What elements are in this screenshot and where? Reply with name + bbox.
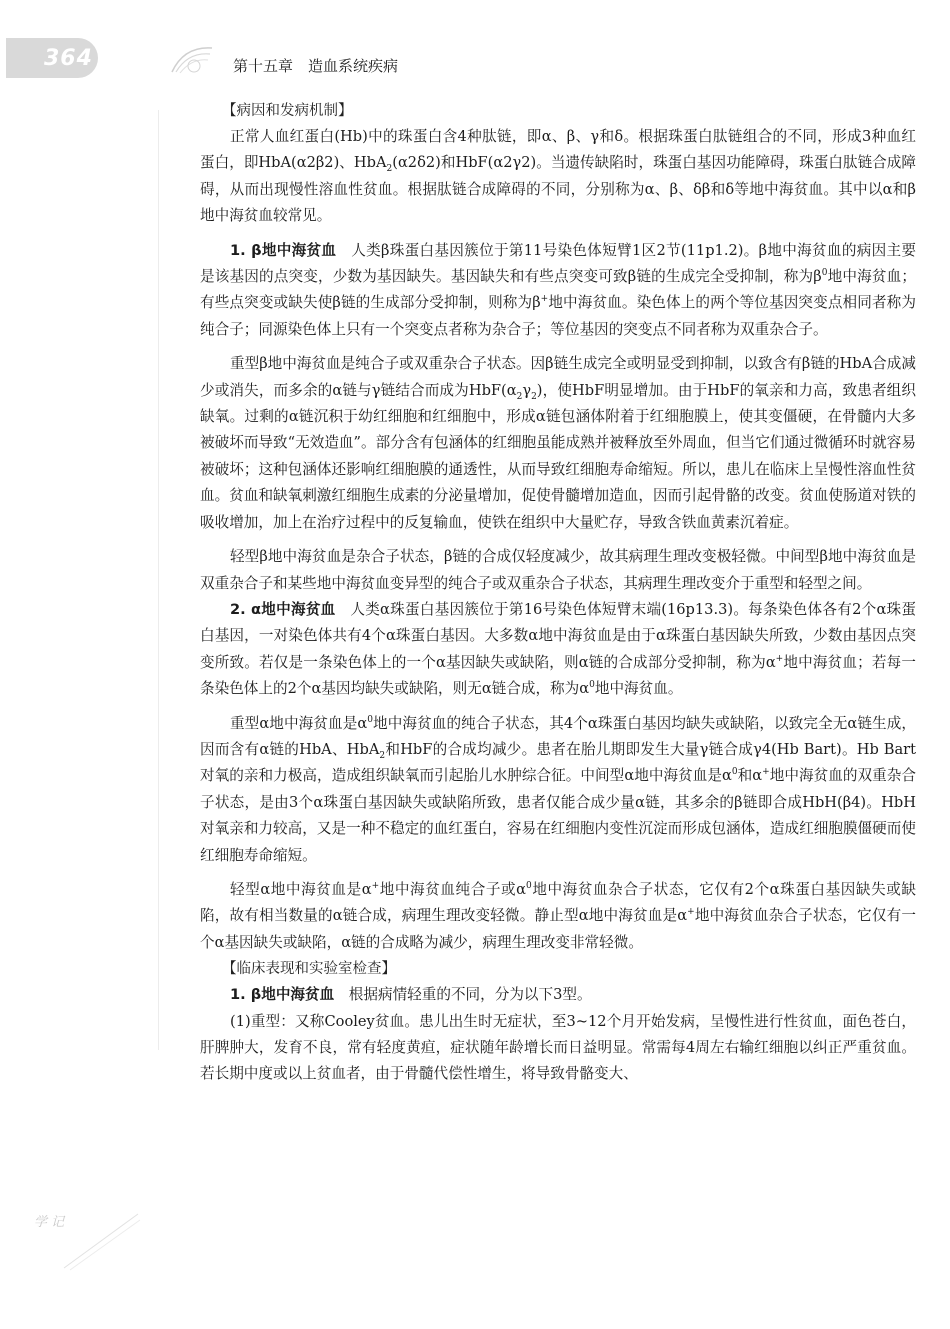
margin-divider xyxy=(158,110,159,1050)
margin-note-text: 学 记 xyxy=(34,1215,65,1230)
margin-note xyxy=(34,1206,144,1280)
paragraph-clinical-major-type: (1)重型：又称Cooley贫血。患儿出生时无症状，至3~12个月开始发病，呈慢性进行性贫血，面色苍白，肝脾肿大，发育不良，常有轻度黄疸，症状随年龄增长而日益明显。常需每4周左右输红细胞以纠正严重贫血。若长期中度或以上贫血者，由于骨髓代偿性增生，将导致骨骼变大、 xyxy=(200,1012,916,1083)
paragraph-major-beta-thalassemia: 重型β地中海贫血是纯合子或双重杂合子状态。因β链生成完全或明显受到抑制，以致含有β链的HbA合成减少或消失，而多余的α链与γ链结合而成为$HbF(\alpha_2\gamma_2)$，使HbF明显增加。由于HbF的氧亲和力高，致患者组织缺氧。过剩的α链沉积于幼红细胞和红细胞中，形成α链包涵体附着于红细胞膜上，使其变僵硬，在骨髓内大多被破坏而导致“无效造血”。部分含有包涵体的红细胞虽能成熟并被释放至外周血，但当它们通过微循环时就容易被破坏；这种包涵体还影响红细胞膜的通透性，从而导致红细胞寿命缩短。所以，患儿在临床上呈慢性溶血性贫血。贫血和缺氧刺激红细胞生成素的分泌量增加，促使骨髓增加造血，因而引起骨骼的改变。贫血使肠道对铁的吸收增加，加上在治疗过程中的反复输血，使铁在组织中大量贮存，导致含铁血黄素沉着症。 xyxy=(200,355,916,531)
paragraph-minor-beta-thalassemia: 轻型β地中海贫血是杂合子状态，β链的合成仅轻度减少，故其病理生理改变极轻微。中间型β地中海贫血是双重杂合子和某些地中海贫血变异型的纯合子或双重杂合子状态，其病理生理改变介于重型和轻型之间。 xyxy=(200,548,916,592)
ornament-icon xyxy=(168,42,218,78)
subheading-beta-thalassemia: 1. β地中海贫血 xyxy=(230,241,337,259)
margin-note-image xyxy=(34,1206,144,1276)
page-number: 364 xyxy=(44,46,93,71)
section-heading-etiology: 【病因和发病机制】 xyxy=(222,103,353,119)
paragraph-minor-alpha-thalassemia: 轻型α地中海贫血是α+地中海贫血纯合子或$\alpha^0$地中海贫血杂合子状态，它仅有2个α珠蛋白基因缺失或缺陷，故有相当数量的α链合成，病理生理改变轻微。静止型α地中海贫血是α+地中海贫血杂合子状态，它仅有一个α基因缺失或缺陷，α链的合成略为减少，病理生理改变非常轻微。 xyxy=(200,880,916,951)
paragraph-clinical-beta-intro: 1. β地中海贫血 根据病情轻重的不同，分为以下3型。 xyxy=(230,986,592,1004)
paragraph-alpha-thalassemia-cause: 2. α地中海贫血 人类α珠蛋白基因簇位于第16号染色体短臂末端(16p13.3)。每条染色体各有2个α珠蛋白基因，一对染色体共有4个α珠蛋白基因。大多数α地中海贫血是由于α珠蛋白基因缺失所致，少数由基因点突变所致。若仅是一条染色体上的一个α基因缺失或缺陷，则α链的合成部分受抑制，称为α+地中海贫血；若每一条染色体上的2个α基因均缺失或缺陷，则无α链合成，称为$\alpha^0$地中海贫血。 xyxy=(200,600,916,698)
body-content xyxy=(200,98,916,1088)
section-heading-clinical: 【临床表现和实验室检查】 xyxy=(222,961,396,978)
paragraph-beta-thalassemia-cause: 1. β地中海贫血 人类β珠蛋白基因簇位于第11号染色体短臂1区2节(11p1.2)。β地中海贫血的病因主要是该基因的点突变，少数为基因缺失。基因缺失和有些点突变可致β链的生成完全受抑制，称为$\beta^0$地中海贫血；有些点突变或缺失使β链的生成部分受抑制，则称为β+地中海贫血。染色体上的两个等位基因突变点相同者称为纯合子；同源染色体上只有一个突变点者称为杂合子；等位基因的突变点不同者称为双重杂合子。 xyxy=(200,241,916,338)
subheading-alpha-thalassemia: 2. α地中海贫血 xyxy=(230,600,336,618)
chapter-title: 第十五章 造血系统疾病 xyxy=(233,57,399,75)
subheading-clinical-beta: 1. β地中海贫血 xyxy=(230,986,335,1004)
paragraph-hemoglobin-overview: 正常人血红蛋白(Hb)中的珠蛋白含4种肽链，即α、β、γ和δ。根据珠蛋白肽链组合的不同，形成3种血红蛋白，即HbA(α2β2)、HbA$_2$(α2δ2)和HbF(α2γ2)。当遗传缺陷时，珠蛋白基因功能障碍，珠蛋白肽链合成障碍，从而出现慢性溶血性贫血。根据肽链合成障碍的不同，分别称为α、β、δβ和δ等地中海贫血。其中以α和β地中海贫血较常见。 xyxy=(200,128,916,225)
paragraph-major-alpha-thalassemia: 重型α地中海贫血是$\alpha^0$地中海贫血的纯合子状态，其4个α珠蛋白基因均缺失或缺陷，以致完全无α链生成，因而含有α链的HbA、HbA$_2$和HbF的合成均减少。患者在胎儿期即发生大量γ链合成γ4(Hb Bart)。Hb Bart对氧的亲和力极高，造成组织缺氧而引起胎儿水肿综合征。中间型α地中海贫血是$\alpha^0$和α+地中海贫血的双重杂合子状态，是由3个α珠蛋白基因缺失或缺陷所致，患者仅能合成少量α链，其多余的β链即合成HbH(β4)。HbH对氧亲和力较高，又是一种不稳定的血红蛋白，容易在红细胞内变性沉淀而形成包涵体，造成红细胞膜僵硬而使红细胞寿命缩短。 xyxy=(200,714,916,864)
